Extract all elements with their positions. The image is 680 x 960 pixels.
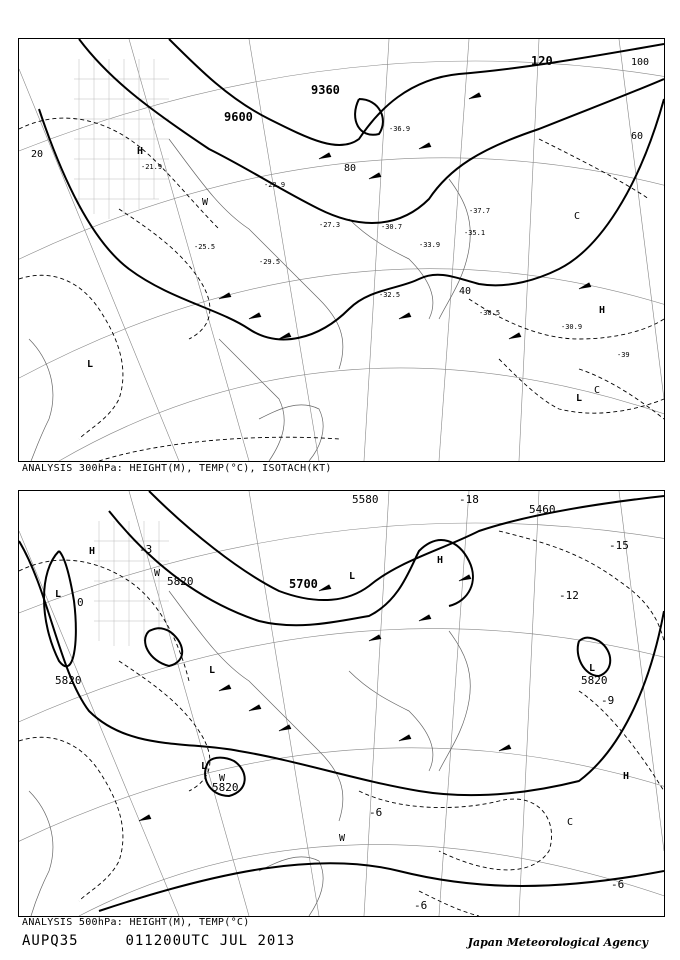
center-W: W [339, 833, 346, 844]
height-label-5820: 5820 [55, 674, 82, 687]
temp-contour-label: -3 [139, 543, 153, 556]
temp-contour-label: -12 [559, 589, 579, 602]
height-label-5700: 5700 [289, 577, 318, 591]
temp-label: -36.9 [389, 125, 411, 133]
isotach-contours [19, 118, 664, 461]
height-contours [19, 491, 664, 911]
center-H: H [599, 305, 606, 316]
center-L: L [55, 589, 62, 600]
temp-label: -27.3 [319, 221, 341, 229]
center-C: C [574, 211, 581, 222]
isotach-label-40: 40 [459, 286, 472, 297]
caption-300hpa: ANALYSIS 300hPa: HEIGHT(M), TEMP(°C), ISOTACH(KT) [22, 463, 332, 474]
temp-label: -21.9 [141, 163, 163, 171]
height-label-5820: 5820 [167, 575, 194, 588]
center-W: W [219, 773, 226, 784]
wind-barbs [139, 575, 511, 821]
center-L: L [589, 663, 596, 674]
isotach-label-80: 80 [344, 163, 357, 174]
center-L: L [576, 393, 583, 404]
temp-label: -32.5 [379, 291, 401, 299]
temp-label: -30.9 [561, 323, 583, 331]
temp-label: -29.5 [259, 258, 281, 266]
coastlines [29, 139, 470, 461]
chart-500hpa [18, 490, 665, 917]
center-L: L [87, 359, 94, 370]
center-C: C [594, 385, 601, 396]
height-contours [39, 39, 664, 339]
isotach-label-60: 60 [631, 131, 644, 142]
temp-label: -25.5 [194, 243, 216, 251]
center-H: H [437, 555, 444, 566]
valid-time: 011200UTC JUL 2013 [125, 933, 296, 949]
agency-name: Japan Meteorological Agency [467, 936, 648, 949]
temp-contour-label: -6 [414, 899, 428, 912]
caption-500hpa: ANALYSIS 500hPa: HEIGHT(M), TEMP(°C) [22, 917, 250, 928]
chart-code: AUPQ35 [22, 933, 79, 949]
map-300hpa [19, 39, 664, 461]
center-W: W [202, 197, 209, 208]
height-label-5820: 5820 [212, 781, 239, 794]
temp-label: -39 [617, 351, 630, 359]
map-500hpa [19, 491, 664, 916]
lat-grid [19, 61, 664, 461]
height-label-5820: 5820 [581, 674, 608, 687]
center-L: L [349, 571, 356, 582]
lon-grid [19, 39, 664, 461]
center-W: W [154, 568, 161, 579]
lat-grid [19, 523, 664, 916]
height-label-5580: 5580 [352, 493, 379, 506]
temp-label: -30.5 [479, 309, 501, 317]
lon-grid [19, 491, 664, 916]
isotach-label-20: 20 [31, 149, 44, 160]
center-L: L [209, 665, 216, 676]
temp-contour-label: -9 [601, 694, 615, 707]
temp-label: -23.9 [264, 181, 286, 189]
height-label-9600: 9600 [224, 110, 253, 124]
temp-label: -37.7 [469, 207, 491, 215]
temp-label: -35.1 [464, 229, 486, 237]
center-H: H [89, 546, 96, 557]
chart-code-and-time [22, 933, 295, 949]
temp-contour-label: -6 [611, 878, 625, 891]
center-C: C [567, 817, 574, 828]
height-label-9360: 9360 [311, 83, 340, 97]
temp-label: -33.9 [419, 241, 441, 249]
temp-contour-label: -18 [459, 493, 479, 506]
center-L: L [201, 761, 208, 772]
hatched-area [94, 521, 169, 646]
temp-contour-label: -15 [609, 539, 629, 552]
temp-label: -30.7 [381, 223, 403, 231]
chart-300hpa [18, 38, 665, 462]
temp-contour-label: -6 [369, 806, 383, 819]
temp-contour-label: 0 [77, 596, 84, 609]
hatched-area [74, 59, 169, 219]
isotach-label-120: 120 [531, 54, 553, 68]
isotach-label-100: 100 [631, 57, 650, 68]
height-label-5460: 5460 [529, 503, 556, 516]
center-H: H [137, 146, 144, 157]
center-H: H [623, 771, 630, 782]
